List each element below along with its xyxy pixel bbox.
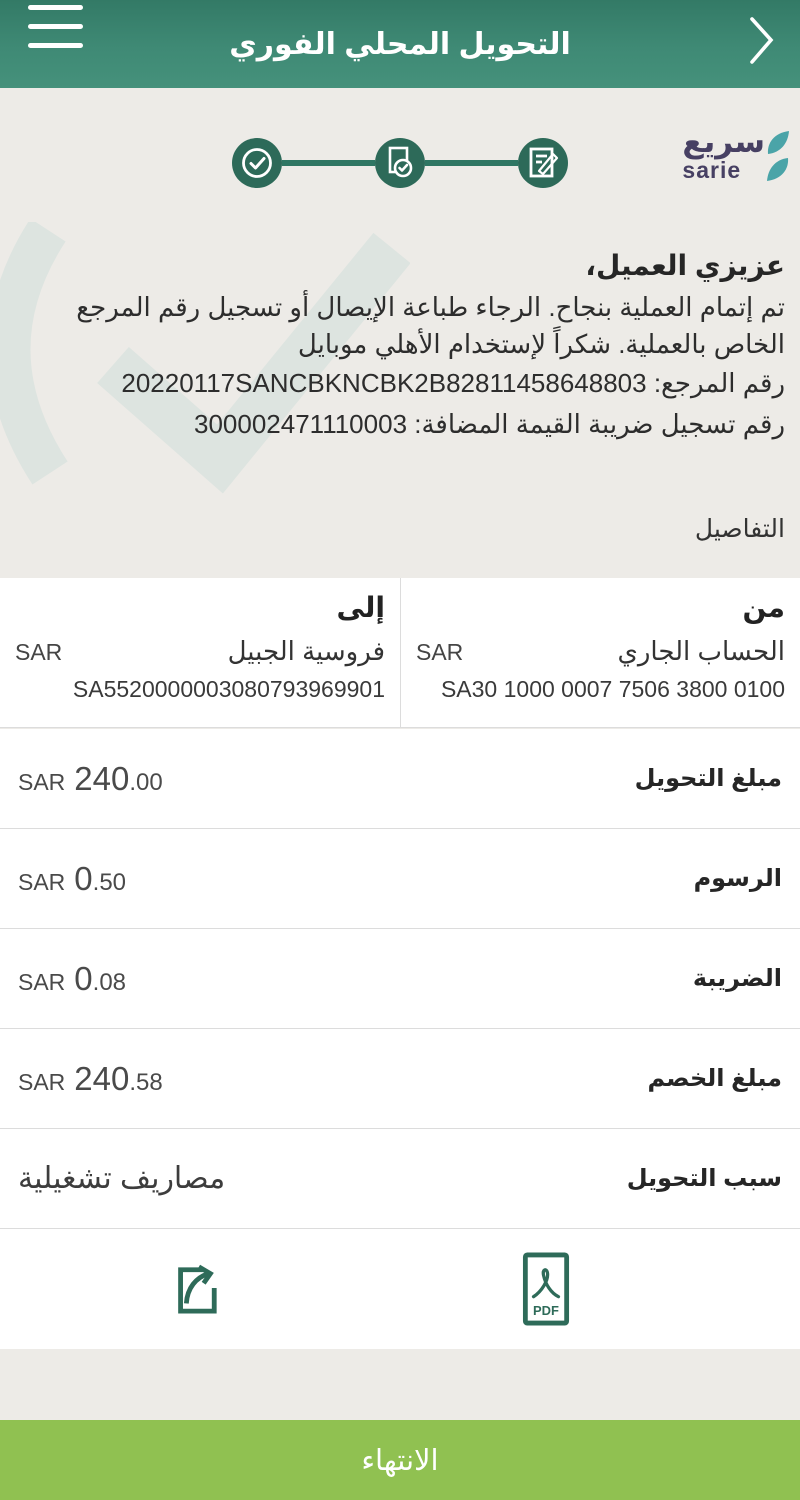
finish-button-label: الانتهاء (361, 1444, 439, 1477)
sarie-logo-arabic: سريع (682, 124, 765, 159)
accounts-card (0, 578, 800, 728)
confirmation-message (15, 246, 785, 445)
row-label: سبب التحويل (626, 1165, 782, 1192)
chevron-right-icon (746, 14, 778, 68)
to-account-name: فروسية الجبيل (227, 636, 385, 666)
row-label: الضريبة (692, 965, 782, 992)
sarie-logo (682, 126, 790, 182)
from-account (400, 578, 800, 727)
greeting-text: عزيزي العميل، (585, 250, 785, 281)
step-confirm-circle (375, 138, 425, 188)
hamburger-icon (28, 5, 83, 10)
to-label: إلى (336, 592, 385, 623)
row-amount: SAR 0.50 (18, 859, 127, 897)
reference-label: رقم المرجع: (653, 368, 785, 398)
from-iban: SA30 1000 0007 7506 3800 0100 (440, 676, 785, 702)
to-iban: SA5520000003080793969901 (72, 676, 385, 702)
to-currency: SAR (15, 639, 63, 665)
pdf-download-button[interactable] (522, 1251, 570, 1327)
vat-label: رقم تسجيل ضريبة القيمة المضافة: (414, 409, 785, 439)
details-section-title: التفاصيل (694, 515, 785, 543)
from-currency: SAR (416, 639, 464, 665)
row-amount: SAR 0.08 (18, 959, 127, 997)
vat-value: 300002471110003 (193, 409, 408, 439)
vat-number-line (15, 404, 785, 445)
row-label: مبلغ الخصم (647, 1065, 782, 1092)
fees-row (0, 829, 800, 929)
stepper-connector (425, 160, 518, 166)
document-check-icon (375, 138, 425, 188)
sarie-leaf-icon (766, 130, 790, 182)
stepper-connector (282, 160, 375, 166)
transfer-reason-value: مصاريف تشغيلية (18, 1162, 226, 1195)
share-icon (170, 1261, 220, 1317)
pdf-icon (522, 1251, 570, 1327)
back-button[interactable] (746, 14, 778, 68)
transfer-reason-row (0, 1129, 800, 1229)
details-rows (0, 729, 800, 1229)
step-details-circle (518, 138, 568, 188)
reference-number-line (15, 363, 785, 404)
menu-button[interactable] (28, 5, 83, 48)
finish-button[interactable] (0, 1420, 800, 1500)
pdf-icon-label: PDF (533, 1302, 559, 1318)
from-label: من (742, 592, 785, 623)
from-account-name: الحساب الجاري (617, 636, 785, 666)
reference-value: 20220117SANCBKNCBK2B82811458648803 (121, 368, 647, 398)
message-body: تم إتمام العملية بنجاح. الرجاء طباعة الإيصال أو تسجيل رقم المرجع الخاص بالعملية. شكراً لإستخدام الأهلي موبايل (76, 292, 785, 359)
transfer-amount-row (0, 729, 800, 829)
step-complete-circle (232, 138, 282, 188)
to-account (0, 578, 400, 727)
receipt-actions-row (0, 1229, 800, 1349)
sarie-logo-latin: sarie (682, 157, 742, 183)
document-edit-icon (518, 138, 568, 188)
debit-amount-row (0, 1029, 800, 1129)
row-label: الرسوم (693, 865, 782, 892)
progress-stepper (232, 138, 568, 188)
row-amount: SAR 240.58 (18, 1059, 163, 1097)
page-title: التحويل المحلي الفوري (229, 27, 571, 61)
progress-stepper-row (0, 88, 800, 228)
check-circle-icon (232, 138, 282, 188)
app-header (0, 0, 800, 88)
row-amount: SAR 240.00 (18, 759, 163, 797)
tax-row (0, 929, 800, 1029)
share-button[interactable] (170, 1261, 220, 1317)
row-label: مبلغ التحويل (634, 765, 782, 792)
